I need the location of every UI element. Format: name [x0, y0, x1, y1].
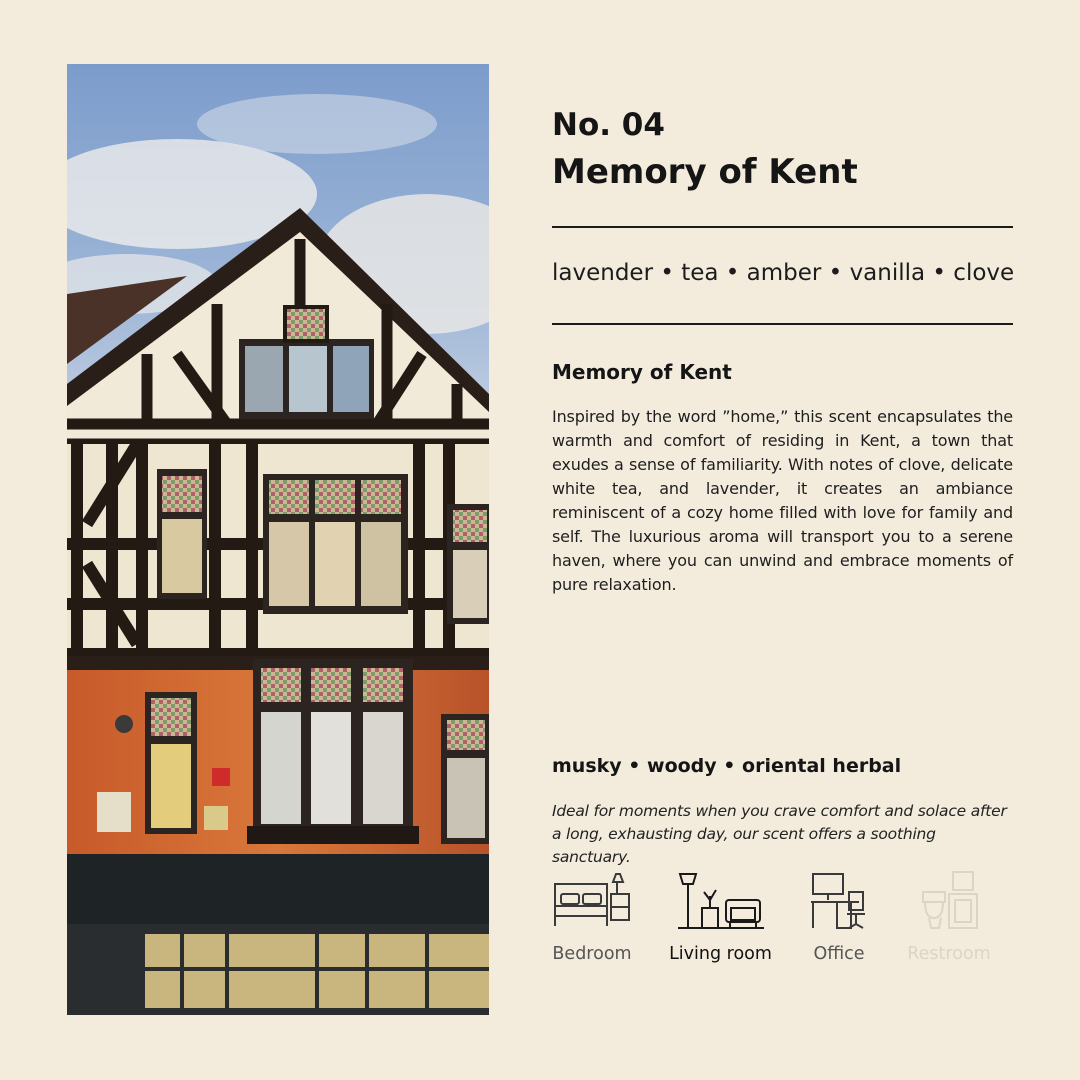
- bed-icon: [551, 870, 633, 932]
- product-name: Memory of Kent: [552, 152, 858, 192]
- room-bedroom: [548, 870, 636, 966]
- scent-notes: lavender • tea • amber • vanilla • clove: [552, 260, 1015, 286]
- restroom-icon: [919, 870, 979, 932]
- scent-profile: musky • woody • oriental herbal: [552, 755, 902, 777]
- product-number: No. 04: [552, 107, 665, 143]
- room-label-bedroom: Bedroom: [552, 944, 632, 964]
- building-photo: [67, 64, 489, 1015]
- room-office: [800, 870, 878, 966]
- room-living-room: [664, 870, 777, 966]
- room-label-living-room: Living room: [669, 944, 772, 964]
- divider: [552, 323, 1013, 325]
- story-heading: Memory of Kent: [552, 360, 732, 384]
- story-text: Inspired by the word ”home,” this scent encapsulates the warmth and comfort of residing in Kent, a town that exudes a sense of familiarity. With notes of clove, delicate white tea, and lavender, it creates an ambiance reminiscent of a cozy home filled with love for family and self. The luxurious aroma will transport you to a serene haven, where you can unwind and embrace moments of pure relaxation.: [552, 407, 1013, 594]
- room-label-restroom: Restroom: [907, 944, 991, 964]
- room-restroom: [900, 870, 998, 966]
- living-room-icon: [676, 870, 766, 932]
- room-label-office: Office: [813, 944, 865, 964]
- ideal-use-text: Ideal for moments when you crave comfort and solace after a long, exhausting day, our scent offers a soothing sanctuary.: [552, 802, 1007, 866]
- divider: [552, 226, 1013, 228]
- office-desk-icon: [809, 870, 869, 932]
